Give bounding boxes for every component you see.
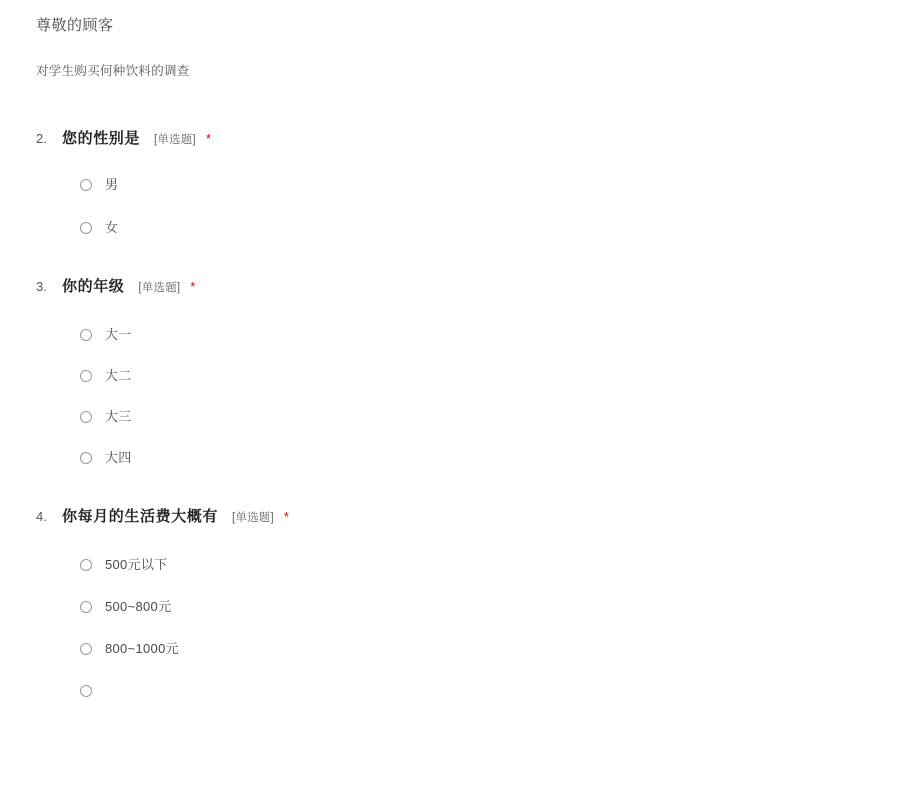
list-item[interactable] [80,217,864,239]
question-title: 你每月的生活费大概有 [62,508,219,525]
required-asterisk: * [283,509,289,524]
radio-icon[interactable] [80,370,92,382]
option-label: 大四 [105,450,132,465]
list-item[interactable] [80,680,864,702]
option-label: 500~800元 [105,599,172,614]
list-item[interactable] [80,596,864,618]
option-label: 女 [105,220,119,235]
question-block-grade [0,277,900,469]
list-item[interactable] [80,406,864,428]
radio-icon[interactable] [80,559,92,571]
question-type-label: [单选题] [138,282,181,294]
option-label: 800~1000元 [105,641,179,656]
radio-icon[interactable] [80,685,92,697]
radio-icon[interactable] [80,179,92,191]
option-label: 大二 [105,368,132,383]
question-header [36,507,864,528]
question-title: 你的年级 [62,278,125,295]
question-index: 4. [36,509,47,524]
option-group-monthly-allowance [36,554,864,702]
radio-icon[interactable] [80,601,92,613]
list-item[interactable] [80,365,864,387]
question-index: 3. [36,279,47,294]
list-item[interactable] [80,554,864,576]
radio-icon[interactable] [80,452,92,464]
radio-icon[interactable] [80,411,92,423]
page-title: 尊敬的顾客 [36,17,114,34]
list-item[interactable] [80,174,864,196]
option-label: 500元以下 [105,557,168,572]
question-title: 您的性别是 [62,130,141,147]
question-block-gender [0,129,900,239]
list-item[interactable] [80,638,864,660]
question-header [36,277,864,298]
question-index: 2. [36,131,47,146]
question-header [36,129,864,150]
option-label: 男 [105,177,119,192]
survey-header [0,0,900,79]
option-group-grade [36,324,864,469]
radio-icon[interactable] [80,329,92,341]
survey-subtitle: 对学生购买何种饮料的调查 [36,64,190,78]
question-type-label: [单选题] [232,512,274,524]
radio-icon[interactable] [80,222,92,234]
question-block-monthly-allowance [0,507,900,702]
option-label: 大一 [105,327,132,342]
option-label: 大三 [105,409,132,424]
radio-icon[interactable] [80,643,92,655]
list-item[interactable] [80,447,864,469]
question-type-label: [单选题] [154,134,196,146]
list-item[interactable] [80,324,864,346]
required-asterisk: * [190,279,196,294]
required-asterisk: * [205,131,211,146]
question-list [0,129,900,702]
option-group-gender [36,174,864,239]
